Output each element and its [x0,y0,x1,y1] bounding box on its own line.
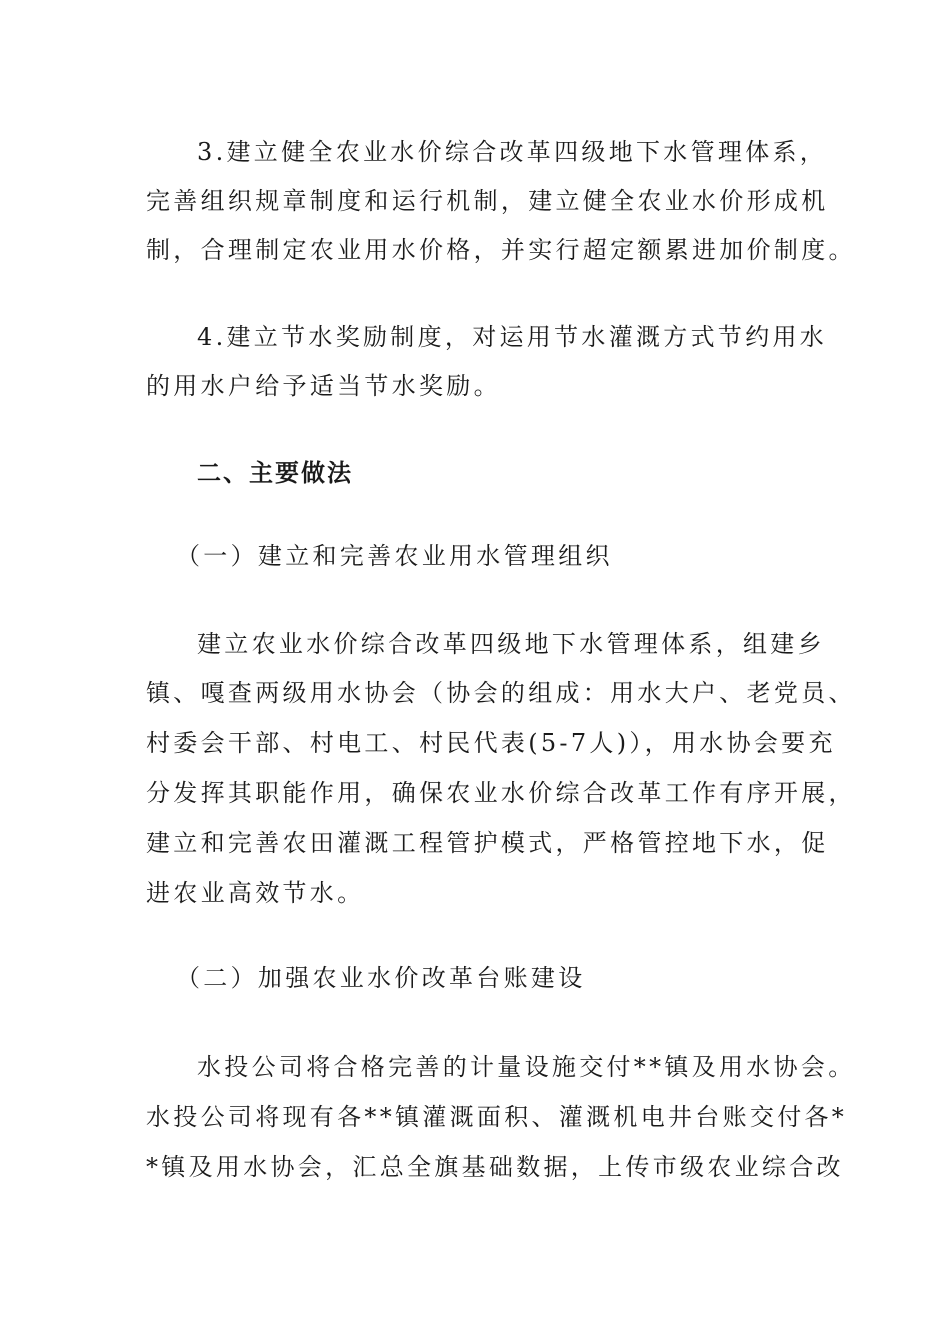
sub1-line3: 村委会干部、村电工、村民代表(5-7人)），用水协会要充 [146,729,836,757]
subsection-1-heading: （一）建立和完善农业用水管理组织 [176,542,613,570]
para3-line2: 完善组织规章制度和运行机制，建立健全农业水价形成机 [146,187,829,215]
subsection-2-heading: （二）加强农业水价改革台账建设 [176,964,586,992]
para3-line1: 3.建立健全农业水价综合改革四级地下水管理体系， [197,138,828,166]
para4-line1: 4.建立节水奖励制度，对运用节水灌溉方式节约用水 [197,323,828,351]
sub2-line3: *镇及用水协会，汇总全旗基础数据，上传市级农业综合改 [146,1153,844,1181]
sub1-line1: 建立农业水价综合改革四级地下水管理体系，组建乡 [197,630,825,658]
para3-line3: 制，合理制定农业用水价格，并实行超定额累进加价制度。 [146,236,856,264]
sub1-line2: 镇、嘎查两级用水协会（协会的组成：用水大户、老党员、 [146,679,856,707]
sub1-line6: 进农业高效节水。 [146,879,365,907]
para4-line2: 的用水户给予适当节水奖励。 [146,372,501,400]
sub2-line1: 水投公司将合格完善的计量设施交付**镇及用水协会。 [197,1053,856,1081]
sub1-line4: 分发挥其职能作用，确保农业水价综合改革工作有序开展， [146,779,856,807]
sub1-line5: 建立和完善农田灌溉工程管护模式，严格管控地下水，促 [146,829,829,857]
section-heading: 二、主要做法 [197,459,353,487]
sub2-line2: 水投公司将现有各**镇灌溉面积、灌溉机电井台账交付各* [146,1103,848,1131]
